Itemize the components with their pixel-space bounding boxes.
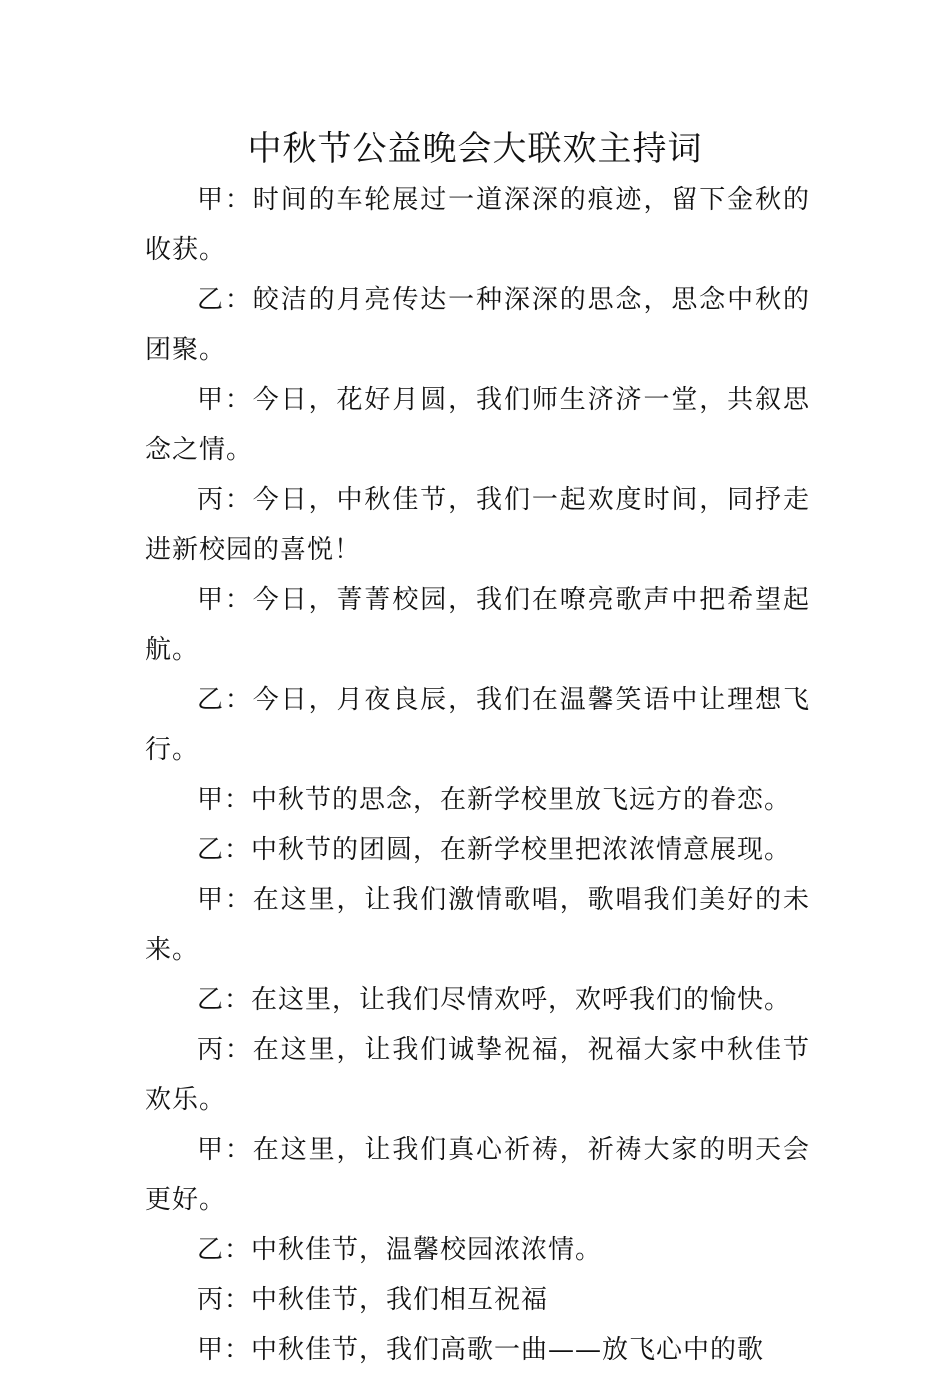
paragraph: 丙：中秋佳节，我们相互祝福: [197, 1285, 549, 1315]
paragraph: 甲：今日，菁菁校园，我们在嘹亮歌声中把希望起航。: [145, 585, 810, 665]
paragraph: 甲：在这里，让我们真心祈祷，祈祷大家的明天会更好。: [145, 1135, 810, 1215]
paragraph: 乙：今日，月夜良辰，我们在温馨笑语中让理想飞行。: [145, 685, 810, 765]
document-body: [145, 175, 810, 1375]
paragraph: 乙：皎洁的月亮传达一种深深的思念，思念中秋的团聚。: [145, 285, 810, 365]
paragraph: 甲：今日，花好月圆，我们师生济济一堂，共叙思念之情。: [145, 385, 810, 465]
paragraph: 甲：中秋节的思念，在新学校里放飞远方的眷恋。: [197, 785, 792, 815]
paragraph: 乙：中秋佳节，温馨校园浓浓情。: [197, 1235, 603, 1265]
paragraph: 甲：中秋佳节，我们高歌一曲——放飞心中的歌: [197, 1335, 765, 1365]
paragraph: 丙：在这里，让我们诚挚祝福，祝福大家中秋佳节欢乐。: [145, 1035, 810, 1115]
document-title: 中秋节公益晚会大联欢主持词: [247, 129, 703, 169]
paragraph: 乙：中秋节的团圆，在新学校里把浓浓情意展现。: [197, 835, 792, 865]
paragraph: 甲：在这里，让我们激情歌唱，歌唱我们美好的未来。: [145, 885, 810, 965]
paragraph: 丙：今日，中秋佳节，我们一起欢度时间，同抒走进新校园的喜悦！: [145, 485, 810, 565]
paragraph: 乙：在这里，让我们尽情欢呼，欢呼我们的愉快。: [197, 985, 792, 1015]
paragraph: 甲：时间的车轮展过一道深深的痕迹，留下金秋的收获。: [145, 185, 810, 265]
